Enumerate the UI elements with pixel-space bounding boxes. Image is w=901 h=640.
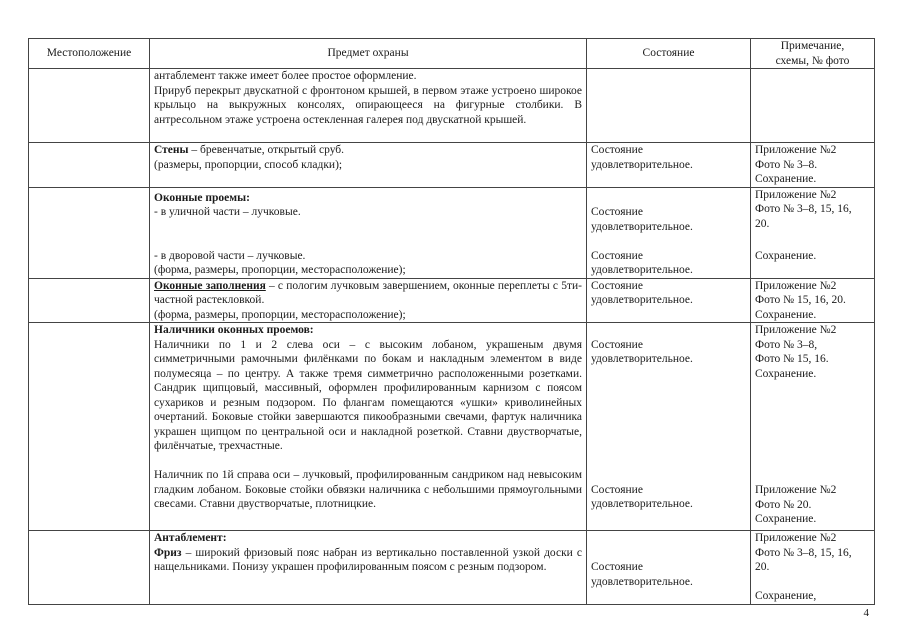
cell-note — [751, 143, 875, 188]
note-text: Фото № 20. — [755, 498, 812, 511]
header-note — [751, 39, 875, 69]
subject-text: – широкий фризовый пояс набран из вертикально поставленной узкой доски с нащельниками. Понизу украшен профилированным поясом с резным подзором. — [154, 546, 582, 573]
cell-subject — [150, 69, 587, 143]
subject-title: Наличники оконных проемов: — [154, 324, 314, 336]
note-text: Сохранение. — [755, 513, 817, 525]
note-text: Приложение №2 — [755, 324, 837, 336]
header-row — [29, 39, 875, 69]
subject-title: Оконные заполнения — [154, 279, 266, 292]
cell-state — [587, 69, 751, 143]
cell-note — [751, 323, 875, 531]
subject-title: Оконные проемы: — [154, 191, 250, 204]
note-text: Приложение №2 — [755, 484, 837, 496]
note-text: 20. — [755, 561, 770, 573]
state-text: удовлетворительное. — [591, 220, 693, 233]
subject-text: антаблемент также имеет более простое оформление. — [154, 70, 417, 82]
subject-text: (форма, размеры, пропорции, месторасположение); — [154, 264, 406, 276]
state-text: удовлетворительное. — [591, 158, 693, 171]
state-text: Состояние — [591, 249, 643, 262]
subject-text: - в уличной части – лучковые. — [154, 206, 301, 218]
header-note-line1: Примечание, — [780, 40, 845, 52]
header-location: Местоположение — [29, 39, 150, 69]
cell-subject — [150, 323, 587, 531]
note-text: Фото № 3–8, 15, 16, — [755, 546, 852, 559]
table-row — [29, 69, 875, 143]
state-text: Состояние — [591, 279, 643, 292]
note-text: Фото № 3–8, — [755, 338, 818, 351]
subject-text: (форма, размеры, пропорции, месторасположение); — [154, 308, 406, 321]
cell-location — [29, 531, 150, 605]
subject-text: Прируб перекрыт двускатной с фронтоном крышей, в первом этаже устроено широкое крыльцо на выкружных консолях, опирающееся на фигурные столбики. В антресольном этаже устроена остекленная галерея под двускатной крышей. — [154, 84, 582, 126]
table-row — [29, 323, 875, 531]
note-text: Сохранение. — [755, 308, 817, 321]
cell-location — [29, 278, 150, 323]
note-text: Приложение №2 — [755, 144, 837, 156]
note-text: Приложение №2 — [755, 188, 837, 201]
cell-subject — [150, 143, 587, 188]
subject-text: – бревенчатые, открытый сруб. — [188, 144, 345, 156]
protection-table — [28, 38, 875, 605]
cell-state — [587, 143, 751, 188]
subject-title: Стены — [154, 144, 189, 156]
cell-location — [29, 69, 150, 143]
note-text: Фото № 15, 16, 20. — [755, 294, 846, 306]
note-text: Сохранение. — [755, 173, 817, 185]
state-text: Состояние — [591, 144, 643, 156]
subject-text: - в дворовой части – лучковые. — [154, 249, 306, 262]
page-number: 4 — [863, 607, 869, 619]
state-text: удовлетворительное. — [591, 353, 693, 365]
cell-location — [29, 143, 150, 188]
note-text: Приложение №2 — [755, 532, 837, 544]
note-text: Сохранение, — [755, 590, 817, 602]
table-row — [29, 278, 875, 323]
cell-location — [29, 323, 150, 531]
cell-state — [587, 187, 751, 278]
state-text: удовлетворительное. — [591, 294, 693, 306]
note-text: 20. — [755, 217, 770, 230]
state-text: Состояние — [591, 483, 643, 496]
note-text: Фото № 3–8. — [755, 158, 818, 171]
note-text: Фото № 15, 16. — [755, 353, 829, 365]
subject-text: – с пологим лучковым завершением, оконные переплеты с 5ти-частной растекловкой. — [154, 279, 582, 306]
subject-text: Наличник по 1й справа оси – лучковый, профилированным сандриком над невысоким гладким лобаном. Боковые стойки обвязки наличника с небольшими прямоугольными свесами. Ставни двустворчатые, плотницкие. — [154, 469, 582, 510]
cell-note — [751, 531, 875, 605]
subject-title: Антаблемент: — [154, 532, 227, 544]
cell-subject — [150, 531, 587, 605]
header-note-line2: схемы, № фото — [775, 54, 850, 67]
note-text: Приложение №2 — [755, 279, 837, 292]
state-text: Состояние — [591, 561, 643, 573]
cell-subject — [150, 278, 587, 323]
table-row — [29, 187, 875, 278]
header-state: Состояние — [587, 39, 751, 69]
state-text: удовлетворительное. — [591, 498, 693, 510]
cell-location — [29, 187, 150, 278]
subject-text: (размеры, пропорции, способ кладки); — [154, 158, 343, 171]
state-text: Состояние — [591, 206, 643, 218]
cell-note — [751, 278, 875, 323]
state-text: Состояние — [591, 338, 643, 351]
note-text: Фото № 3–8, 15, 16, — [755, 203, 852, 215]
subject-subtitle: Фриз — [154, 546, 182, 559]
cell-subject — [150, 187, 587, 278]
cell-state — [587, 323, 751, 531]
state-text: удовлетворительное. — [591, 575, 693, 588]
state-text: удовлетворительное. — [591, 264, 693, 276]
cell-state — [587, 278, 751, 323]
header-subject: Предмет охраны — [150, 39, 587, 69]
note-text: Сохранение. — [755, 249, 817, 262]
cell-note — [751, 69, 875, 143]
note-text: Сохранение. — [755, 367, 817, 380]
cell-state — [587, 531, 751, 605]
cell-note — [751, 187, 875, 278]
table-row — [29, 531, 875, 605]
subject-text: Наличники по 1 и 2 слева оси – с высоким лобаном, украшеным двумя симметричными рамочными филёнками по бокам и накладным элементом в виде полумесяца – по центру. А также тремя симметрично расположенными розетками. Сандрик щипцовый, массивный, оформлен профилированным карнизом с поясом сухариков и резным подзором. По флангам помещаются «ушки» криволинейных очертаний. Боковые стойки завершаются пикообразными свечами, фартук наличника украшен щипцом по центральной оси и накладной розеткой. Ставни двустворчатые, филёнчатые, трехчастные. — [154, 338, 582, 452]
table-row — [29, 143, 875, 188]
